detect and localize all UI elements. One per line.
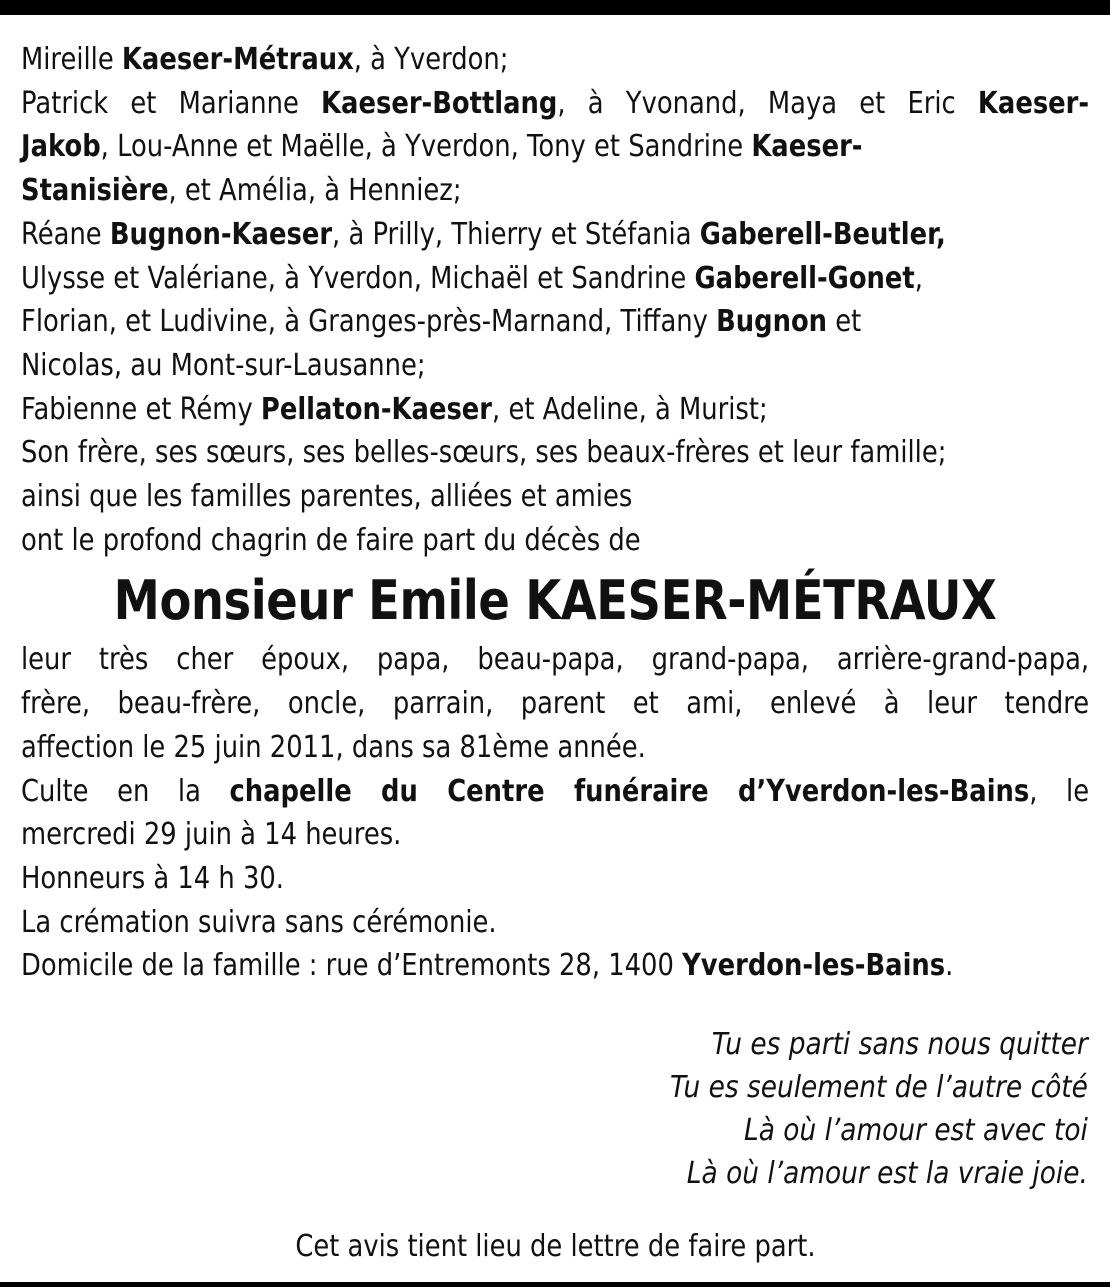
text: Florian, et Ludivine, à Granges-près-Marnand, Tiffany <box>21 304 717 340</box>
text: , et Adeline, à Murist; <box>492 391 768 427</box>
family-line: Son frère, ses sœurs, ses belles-sœurs, ses beaux-frères et leur famille; <box>21 435 947 471</box>
text: Patrick et Marianne <box>21 85 322 121</box>
family-name: Bugnon <box>716 304 828 340</box>
top-border-rule <box>0 0 1110 15</box>
poem-line: Là où l’amour est avec toi <box>744 1113 1088 1148</box>
text: Culte en la <box>21 773 230 809</box>
family-line: ont le profond chagrin de faire part du décès de <box>21 522 641 558</box>
text: , et Amélia, à Henniez; <box>168 173 462 209</box>
deceased-name-heading: Monsieur Emile KAESER-MÉTRAUX <box>113 569 997 633</box>
obituary-notice <box>21 38 1090 988</box>
detail-line: affection le 25 juin 2011, dans sa 81ème année. <box>21 729 646 765</box>
family-line <box>21 300 1089 344</box>
text: . <box>945 948 954 984</box>
poem-line: Là où l’amour est la vraie joie. <box>686 1156 1088 1191</box>
text: Réane <box>21 216 110 252</box>
footer-note <box>0 1227 1110 1267</box>
family-name: Stanisière <box>21 173 169 209</box>
poem-line: Tu es seulement de l’autre côté <box>670 1070 1088 1105</box>
text: Domicile de la famille : rue d’Entremonts 28, 1400 <box>21 948 683 984</box>
family-line: Nicolas, au Mont-sur-Lausanne; <box>21 347 426 383</box>
text: Mireille <box>21 42 122 77</box>
text: et <box>827 304 862 340</box>
family-name: Jakob <box>21 129 101 165</box>
poem-line: Tu es parti sans nous quitter <box>711 1027 1088 1062</box>
family-line <box>21 257 1089 301</box>
family-line <box>21 125 1089 169</box>
detail-line: frère, beau-frère, oncle, parrain, parent et ami, enlevé à leur tendre <box>21 686 1090 722</box>
text: , à Prilly, Thierry et Stéfania <box>332 216 700 252</box>
town-name: Yverdon-les-Bains <box>682 948 946 984</box>
family-line <box>21 213 1089 257</box>
family-name: Kaeser- <box>977 85 1090 121</box>
text: , à Yverdon; <box>353 42 509 77</box>
family-name: Gaberell-Gonet <box>694 260 915 296</box>
service-location: chapelle du Centre funéraire d’Yverdon-les-Bains <box>229 773 1030 809</box>
detail-line: Honneurs à 14 h 30. <box>21 860 284 896</box>
text: , Lou-Anne et Maëlle, à Yverdon, Tony et Sandrine <box>100 129 752 165</box>
detail-line: mercredi 29 juin à 14 heures. <box>21 817 402 853</box>
family-line <box>21 169 1089 213</box>
text: , le <box>1029 773 1090 809</box>
poem <box>670 1023 1088 1195</box>
text: Ulysse et Valériane, à Yverdon, Michaël et Sandrine <box>21 260 695 296</box>
address-line <box>21 944 1089 988</box>
family-name: Pellaton-Kaeser <box>260 391 493 427</box>
family-line <box>21 38 1089 82</box>
family-name: Bugnon-Kaeser <box>109 216 333 252</box>
family-name: Kaeser-Métraux <box>121 42 354 77</box>
family-line <box>21 82 1089 126</box>
family-name: Kaeser-Bottlang <box>321 85 558 121</box>
text: , à Yvonand, Maya et Eric <box>557 85 978 121</box>
text: Fabienne et Rémy <box>21 391 261 427</box>
detail-line: La crémation suivra sans cérémonie. <box>21 904 497 940</box>
footer-text: Cet avis tient lieu de lettre de faire part. <box>294 1229 816 1264</box>
family-name: Kaeser- <box>751 129 863 165</box>
family-name: Gaberell-Beutler, <box>699 216 946 252</box>
family-line: ainsi que les familles parentes, alliées et amies <box>21 479 633 515</box>
detail-line: leur très cher époux, papa, beau-papa, grand-papa, arrière-grand-papa, <box>21 642 1090 678</box>
bottom-border-rule <box>0 1282 1110 1287</box>
family-line <box>21 388 1089 432</box>
service-line <box>21 770 1089 814</box>
text: , <box>914 260 923 296</box>
